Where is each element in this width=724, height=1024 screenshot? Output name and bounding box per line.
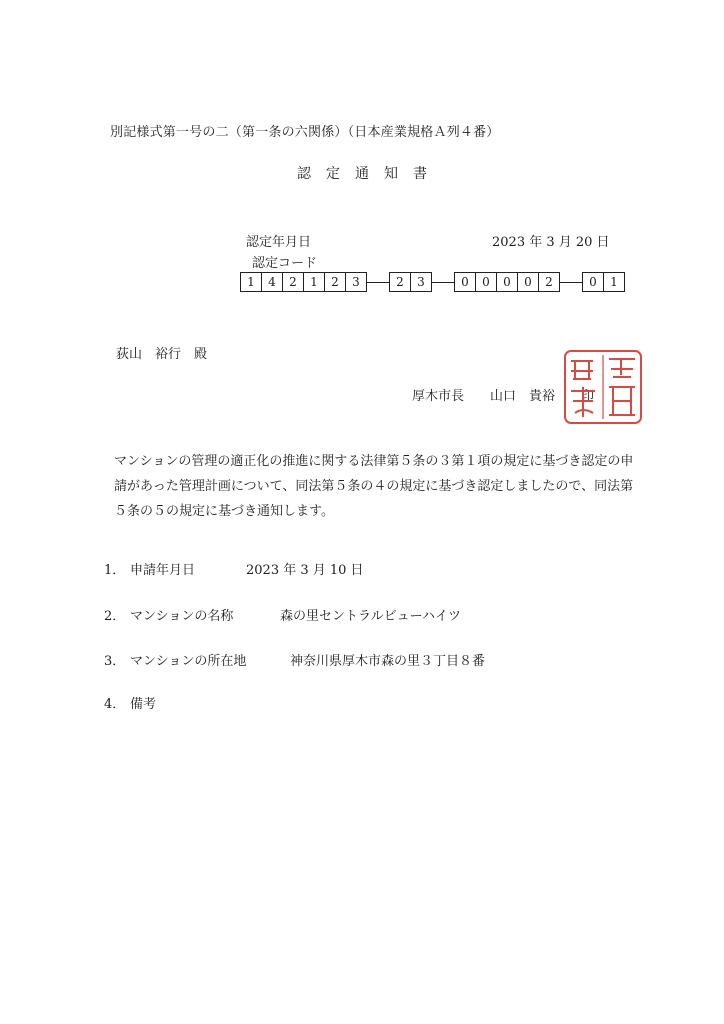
code-separator: [432, 282, 454, 283]
item-value: 森の里セントラルビューハイツ: [280, 609, 461, 624]
code-digit: 2: [283, 273, 304, 291]
official-seal-icon: [561, 347, 645, 427]
body-text: マンションの管理の適正化の推進に関する法律第５条の３第１項の規定に基づき認定の申請があった管理計画について、同法第５条の４の規定に基づき認定しましたので、同法第５条の５の規定に基づき通知します。: [114, 454, 634, 519]
code-digit: 0: [583, 273, 604, 291]
code-digit: 4: [262, 273, 283, 291]
item-label: 申請年月日: [130, 563, 196, 578]
code-group: [582, 272, 625, 292]
code-digit: 0: [497, 273, 518, 291]
item-value: 神奈川県厚木市森の里３丁目８番: [290, 654, 486, 669]
code-digit: 1: [241, 273, 262, 291]
item-value: 2023 年 3 月 10 日: [246, 563, 364, 578]
code-digit: 2: [539, 273, 560, 291]
code-digit: 3: [411, 273, 432, 291]
code-digit: 0: [518, 273, 539, 291]
code-separator: [367, 282, 389, 283]
item-number: 4．: [104, 697, 126, 712]
certification-code: [240, 272, 625, 292]
item-mansion-name: [104, 605, 461, 624]
code-digit: 0: [476, 273, 497, 291]
code-digit: 0: [455, 273, 476, 291]
code-group: [389, 272, 432, 292]
certification-date-label: 認定年月日: [246, 235, 312, 250]
code-digit: 2: [325, 273, 346, 291]
certification-code-label: 認定コード: [252, 256, 318, 271]
document-title: 認定通知書: [297, 166, 442, 182]
code-digit: 1: [304, 273, 325, 291]
item-label: 備考: [130, 697, 157, 712]
item-remarks: [104, 693, 156, 712]
code-digit: 3: [346, 273, 367, 291]
item-number: 3．: [104, 654, 126, 669]
item-mansion-location: [104, 650, 486, 669]
addressee: 荻山 裕行 殿: [116, 347, 208, 362]
form-title: 別記様式第一号の二（第一条の六関係）（日本産業規格Ａ列４番）: [110, 125, 500, 140]
code-separator: [560, 282, 582, 283]
code-digit: 2: [390, 273, 411, 291]
item-number: 1．: [104, 563, 126, 578]
item-label: マンションの所在地: [130, 654, 247, 669]
item-number: 2．: [104, 609, 126, 624]
item-label: マンションの名称: [130, 609, 234, 624]
item-application-date: [104, 559, 364, 578]
certification-date-value: 2023 年 3 月 20 日: [492, 235, 610, 250]
code-group: [454, 272, 560, 292]
code-group: [240, 272, 367, 292]
issuer: 厚木市長 山口 貴裕 印: [412, 389, 595, 404]
code-digit: 1: [604, 273, 625, 291]
